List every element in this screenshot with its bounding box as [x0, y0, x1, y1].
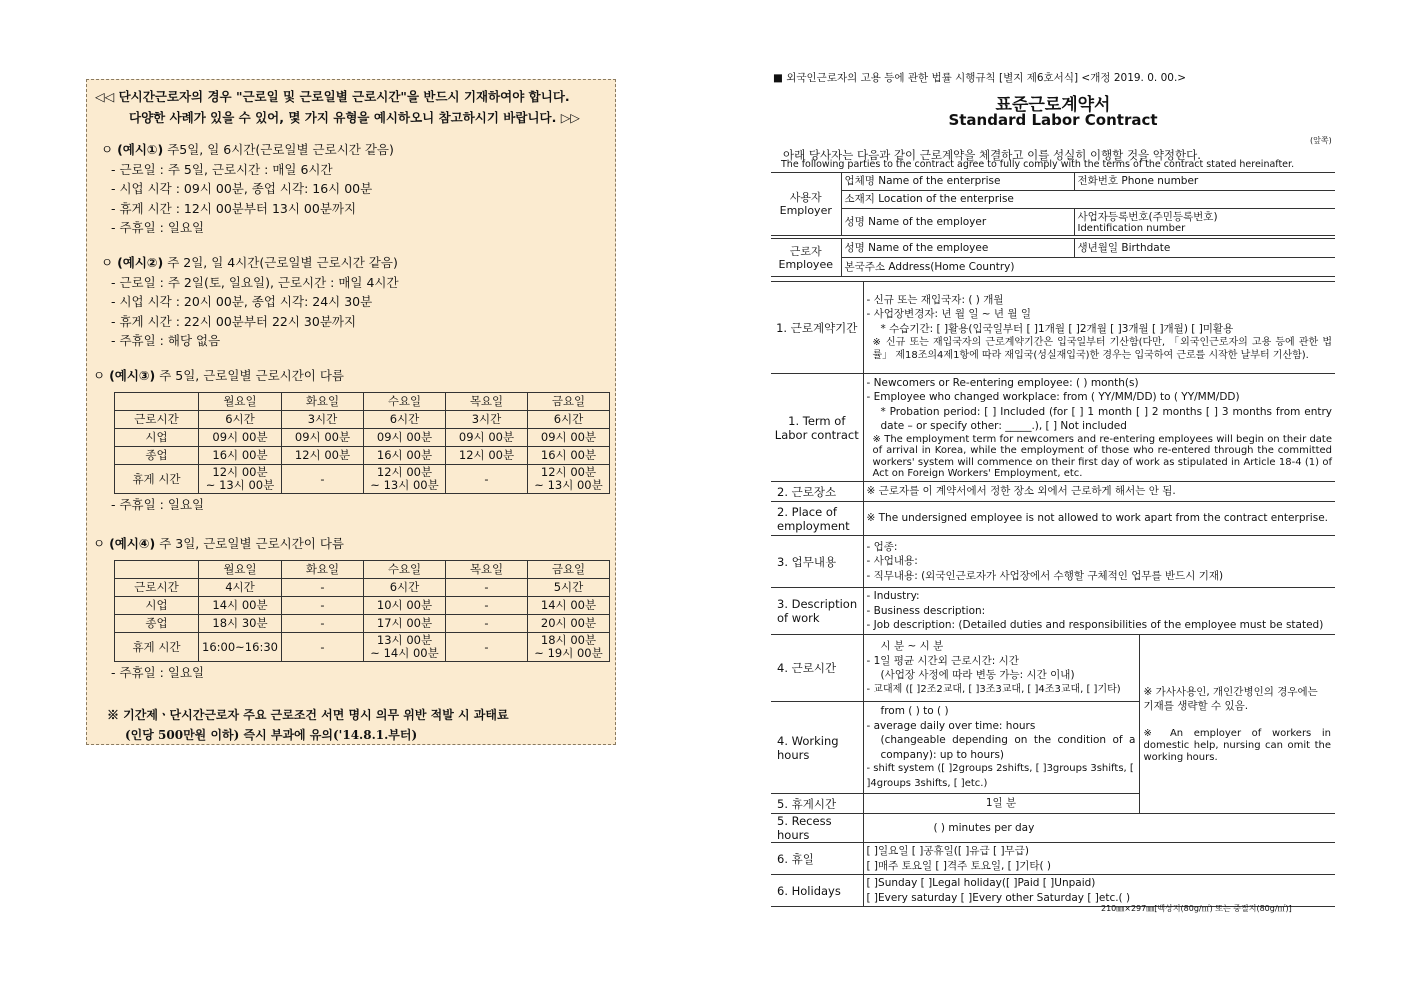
example-2-line: - 근로일 : 주 2일(토, 일요일), 근로시간 : 매일 4시간	[111, 274, 399, 290]
example-4-title: ㅇ (예시④) 주 3일, 근로일별 근로시간이 다름	[93, 536, 345, 551]
corner-cell	[115, 393, 199, 411]
holiday-korean-options[interactable]: [ ]일요일 [ ]공휴일([ ]유급 [ ]무급) [ ]매주 토요일 [ ]격주 토요일, [ ]기타( )	[863, 843, 1335, 875]
employer-id-field[interactable]: 사업자등록번호(주민등록번호) Identification number	[1074, 209, 1335, 236]
day-header: 화요일	[282, 393, 364, 411]
schedule-cell: 16시 00분	[528, 447, 610, 465]
schedule-cell: -	[282, 579, 364, 597]
corner-cell	[115, 561, 199, 579]
schedule-cell: -	[282, 465, 364, 494]
schedule-cell: 12시 00분	[282, 447, 364, 465]
schedule-cell: 09시 00분	[282, 429, 364, 447]
schedule-cell: 16:00~16:30	[199, 633, 282, 662]
day-header: 목요일	[446, 393, 528, 411]
table-row	[115, 633, 610, 662]
example-4-schedule-table	[114, 560, 610, 662]
job-label-korean: 3. 업무내용	[771, 536, 863, 588]
schedule-cell: 4시간	[199, 579, 282, 597]
schedule-cell: 16시 00분	[364, 447, 446, 465]
schedule-cell: -	[282, 615, 364, 633]
schedule-cell: 6시간	[528, 411, 610, 429]
schedule-cell: 17시 00분	[364, 615, 446, 633]
holiday-english-options[interactable]: [ ]Sunday [ ]Legal holiday([ ]Paid [ ]Unpaid) [ ]Every saturday [ ]Every other Saturday [ ]etc.( )	[863, 875, 1335, 907]
row-label: 근로시간	[115, 411, 199, 429]
front-page-mark: (앞쪽)	[1310, 136, 1332, 145]
schedule-cell: -	[446, 579, 528, 597]
table-row	[115, 615, 610, 633]
parties-table	[771, 172, 1335, 277]
schedule-cell: 09시 00분	[199, 429, 282, 447]
schedule-cell: 14시 00분	[528, 597, 610, 615]
row-label: 종업	[115, 615, 199, 633]
row-label: 시업	[115, 429, 199, 447]
hours-korean-content[interactable]: 시 분 ~ 시 분 - 1일 평균 시간외 근로시간: 시간 (사업장 사정에 따라 변동 가능: 시간 이내) - 교대제 ([ ]2조2교대, [ ]3조3교대, [ ]4조3교대, [ ]기타)	[863, 635, 1139, 702]
table-row	[115, 579, 610, 597]
schedule-cell: 13시 00분 ~ 14시 00분	[364, 633, 446, 662]
recess-english-value[interactable]: ( ) minutes per day	[863, 814, 1335, 843]
schedule-cell: 18시 00분 ~ 19시 00분	[528, 633, 610, 662]
contract-terms-table	[771, 281, 1335, 907]
contract-title-english: Standard Labor Contract	[948, 111, 1158, 129]
day-header: 목요일	[446, 561, 528, 579]
employer-label: 사용자 Employer	[771, 173, 841, 236]
schedule-cell: 16시 00분	[199, 447, 282, 465]
term-label-english: 1. Term of Labor contract	[771, 374, 863, 482]
example-3-schedule-table	[114, 392, 610, 494]
guide-intro	[95, 86, 610, 128]
schedule-cell: 12시 00분 ~ 13시 00분	[528, 465, 610, 494]
penalty-notice: ※ 기간제ㆍ단시간근로자 주요 근로조건 서면 명시 의무 위반 적발 시 과태료 (인당 500만원 이하) 즉시 부과에 유의('14.8.1.부터)	[107, 708, 509, 742]
schedule-cell: -	[446, 615, 528, 633]
part-time-guide-panel	[86, 79, 616, 745]
schedule-cell: -	[446, 633, 528, 662]
term-english-content[interactable]: - Newcomers or Re-entering employee: ( ) month(s) - Employee who changed workplace: from ( YY/MM/DD) to ( YY/MM/DD) * Probation period: [ ] Included (for [ ] 1 month [ ] 2 months [ ] 3 months from entry date – or specify other: _____.), [ ] Not included ※ The employment term for newcomers and re-entering employees will begin on their date of arrival in Korea, while the employment of those who re-entered through the committed workers' system will commence on their first day of work as stipulated in Article 18-4 (1) of Act on Foreign Workers' Employment, etc.	[863, 374, 1335, 482]
day-header: 월요일	[199, 561, 282, 579]
example-3-title: ㅇ (예시③) 주 5일, 근로일별 근로시간이 다름	[93, 368, 345, 383]
hours-omission-note: ※ 가사사용인, 개인간병인의 경우에는 기재를 생략할 수 있음. ※ An employer of workers in domestic help, nursing can omit the working hours.	[1139, 635, 1335, 814]
enterprise-location-field[interactable]: 소재지 Location of the enterprise	[841, 191, 1335, 209]
employee-name-field[interactable]: 성명 Name of the employee	[841, 239, 1074, 258]
phone-number-field[interactable]: 전화번호 Phone number	[1074, 173, 1335, 191]
row-label: 시업	[115, 597, 199, 615]
enterprise-name-field[interactable]: 업체명 Name of the enterprise	[841, 173, 1074, 191]
schedule-cell: 5시간	[528, 579, 610, 597]
contract-title-korean: 표준근로계약서	[995, 95, 1111, 115]
day-header: 월요일	[199, 393, 282, 411]
schedule-cell: 20시 00분	[528, 615, 610, 633]
recess-label-korean: 5. 휴게시간	[771, 794, 863, 814]
birthdate-field[interactable]: 생년월일 Birthdate	[1074, 239, 1335, 258]
example-1-line: - 근로일 : 주 5일, 근로시간 : 매일 6시간	[111, 161, 333, 177]
schedule-cell: 12시 00분 ~ 13시 00분	[364, 465, 446, 494]
employer-name-field[interactable]: 성명 Name of the employer	[841, 209, 1074, 236]
example-2	[101, 253, 601, 351]
schedule-cell: 12시 00분 ~ 13시 00분	[199, 465, 282, 494]
job-english-content[interactable]: - Industry: - Business description: - Job description: (Detailed duties and responsibilities of the employee must be stated)	[863, 588, 1335, 635]
workplace-korean-note: ※ 근로자를 이 계약서에서 정한 장소 외에서 근로하게 해서는 안 됨.	[863, 482, 1335, 502]
day-header: 화요일	[282, 561, 364, 579]
law-reference: ■ 외국인근로자의 고용 등에 관한 법률 시행규칙 [별지 제6호서식] <개정 2019. 0. 00.>	[773, 72, 1187, 84]
schedule-cell: 09시 00분	[364, 429, 446, 447]
employee-label: 근로자 Employee	[771, 239, 841, 277]
table-row	[115, 429, 610, 447]
table-row	[115, 447, 610, 465]
schedule-cell: 10시 00분	[364, 597, 446, 615]
table-row	[115, 597, 610, 615]
table-row	[115, 465, 610, 494]
schedule-cell: 6시간	[199, 411, 282, 429]
recess-label-english: 5. Recess hours	[771, 814, 863, 843]
example-4-holiday: - 주휴일 : 일요일	[111, 665, 205, 680]
workplace-english-note: ※ The undersigned employee is not allowed to work apart from the contract enterprise.	[863, 502, 1335, 536]
schedule-cell: 09시 00분	[446, 429, 528, 447]
job-korean-content[interactable]: - 업종: - 사업내용: - 직무내용: (외국인근로자가 사업장에서 수행할 구체적인 업무를 반드시 기재)	[863, 536, 1335, 588]
holiday-label-english: 6. Holidays	[771, 875, 863, 907]
schedule-cell: -	[446, 465, 528, 494]
row-label: 종업	[115, 447, 199, 465]
home-address-field[interactable]: 본국주소 Address(Home Country)	[841, 258, 1335, 277]
schedule-cell: 3시간	[446, 411, 528, 429]
schedule-cell: 14시 00분	[199, 597, 282, 615]
schedule-cell: 6시간	[364, 579, 446, 597]
schedule-cell: 12시 00분	[446, 447, 528, 465]
day-header: 금요일	[528, 561, 610, 579]
example-2-line: - 시업 시각 : 20시 00분, 종업 시각: 24시 30분	[111, 294, 373, 309]
schedule-cell: -	[446, 597, 528, 615]
hours-label-english: 4. Working hours	[771, 702, 863, 794]
example-1-title: ㅇ (예시①) 주5일, 일 6시간(근로일별 근로시간 같음)	[101, 142, 394, 157]
table-row	[115, 411, 610, 429]
schedule-cell: 09시 00분	[528, 429, 610, 447]
agreement-statement-english: The following parties to the contract agree to fully comply with the terms of the contract stated hereinafter.	[781, 159, 1295, 170]
hours-english-content[interactable]: from ( ) to ( ) - average daily over time: hours (changeable depending on the condition of a company): up to hours) - shift system ([ ]2groups 2shifts, [ ]3groups 3shifts, [ ]4groups 3shifts, [ ]etc.)	[863, 702, 1139, 794]
schedule-cell: 6시간	[364, 411, 446, 429]
example-1-line: - 휴게 시간 : 12시 00분부터 13시 00분까지	[111, 200, 357, 216]
schedule-cell: -	[282, 597, 364, 615]
example-1-line: - 주휴일 : 일요일	[111, 220, 205, 235]
schedule-cell: 3시간	[282, 411, 364, 429]
intro-line-2: 다양한 사례가 있을 수 있어, 몇 가지 유형을 예시하오니 참고하시기 바랍니다. ▷▷	[129, 110, 580, 125]
day-header: 수요일	[364, 561, 446, 579]
workplace-label-english: 2. Place of employment	[771, 502, 863, 536]
day-header: 수요일	[364, 393, 446, 411]
schedule-cell: 18시 30분	[199, 615, 282, 633]
row-label: 휴게 시간	[115, 465, 199, 494]
example-3-holiday: - 주휴일 : 일요일	[111, 497, 205, 512]
holiday-label-korean: 6. 휴일	[771, 843, 863, 875]
example-2-line: - 휴게 시간 : 22시 00분부터 22시 30분까지	[111, 313, 357, 329]
example-2-line: - 주휴일 : 해당 없음	[111, 333, 221, 348]
workplace-label-korean: 2. 근로장소	[771, 482, 863, 502]
example-1	[101, 140, 601, 238]
intro-line-1: ◁◁ 단시간근로자의 경우 "근로일 및 근로일별 근로시간"을 반드시 기재하여야 합니다.	[95, 89, 570, 104]
row-label: 휴게 시간	[115, 633, 199, 662]
example-1-line: - 시업 시각 : 09시 00분, 종업 시각: 16시 00분	[111, 181, 373, 196]
recess-korean-value[interactable]: 1일 분	[863, 794, 1139, 814]
paper-specification: 210㎜×297㎜[백상지(80g/㎡) 또는 중질지(80g/㎡)]	[1101, 904, 1292, 913]
row-label: 근로시간	[115, 579, 199, 597]
example-2-title: ㅇ (예시②) 주 2일, 일 4시간(근로일별 근로시간 같음)	[101, 255, 398, 270]
hours-label-korean: 4. 근로시간	[771, 635, 863, 702]
agreement-statement-korean: 아래 당사자는 다음과 같이 근로계약을 체결하고 이를 성실히 이행할 것을 약정한다.	[783, 148, 1201, 162]
term-label-korean: 1. 근로계약기간	[771, 282, 863, 374]
schedule-cell: -	[282, 633, 364, 662]
day-header: 금요일	[528, 393, 610, 411]
job-label-english: 3. Description of work	[771, 588, 863, 635]
term-korean-content[interactable]: - 신규 또는 재입국자: ( ) 개월 - 사업장변경자: 년 월 일 ~ 년 월 일 * 수습기간: [ ]활용(입국일부터 [ ]1개월 [ ]2개월 [ ]3개월 [ ]개월) [ ]미활용 ※ 신규 또는 재입국자의 근로계약기간은 입국일부터 기산함(다만, 「외국인근로자의 고용 등에 관한 법률」 제18조의4제1항에 따라 재입국(성실재입국)한 경우는 입국하여 근로를 시작한 날부터 기산함).	[863, 282, 1335, 374]
